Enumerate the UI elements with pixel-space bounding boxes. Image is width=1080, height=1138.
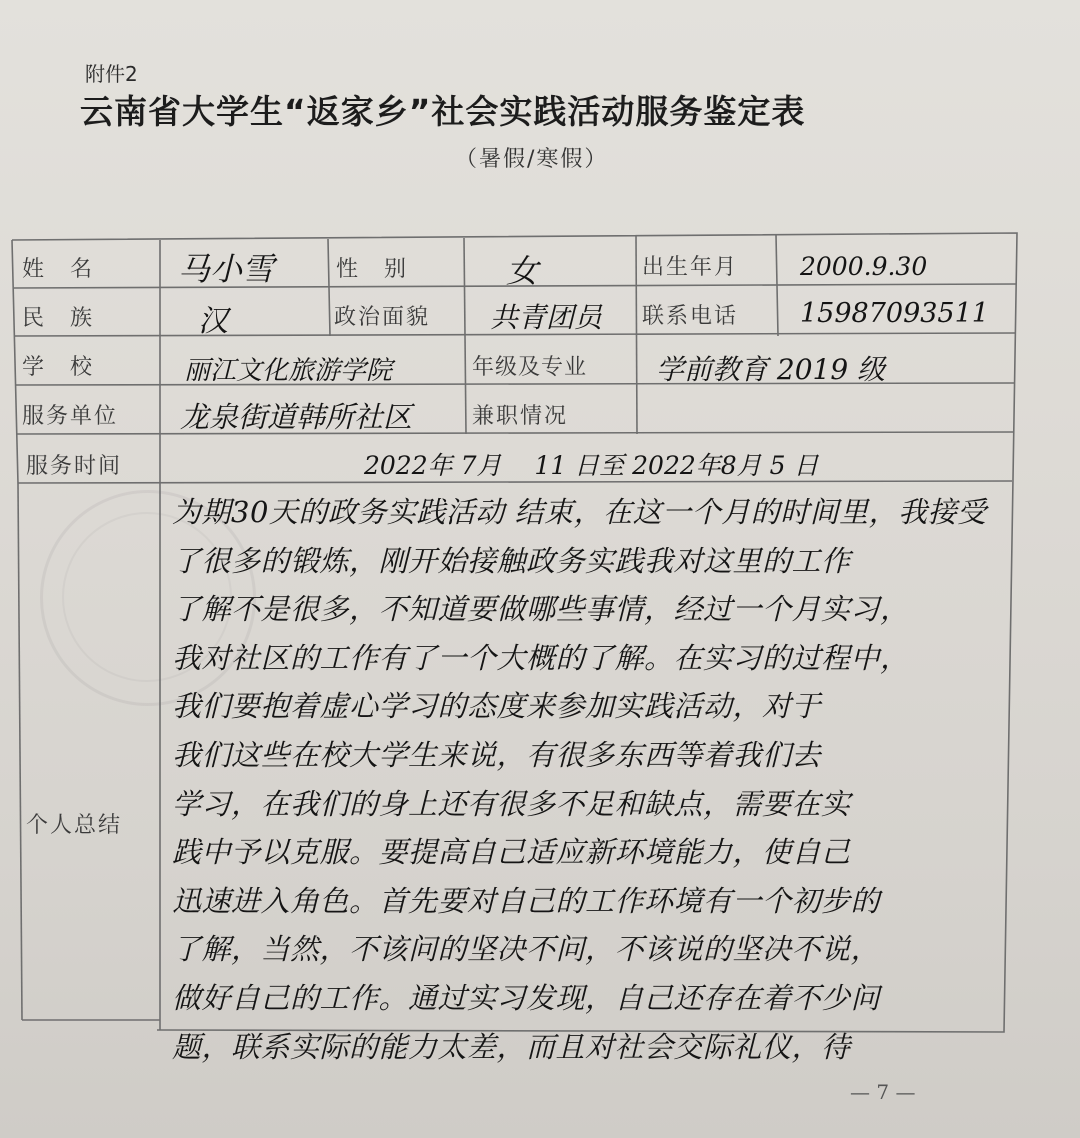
summary-line: 学习，在我们的身上还有很多不足和缺点，需要在实	[172, 786, 851, 821]
label-part-time: 兼职情况	[472, 404, 569, 429]
value-school: 丽江文化旅游学院	[184, 356, 393, 386]
label-summary: 个人总结	[26, 813, 123, 838]
label-phone: 联系电话	[642, 304, 739, 329]
form-title: 云南省大学生“返家乡”社会实践活动服务鉴定表	[80, 92, 806, 131]
summary-line: 了解，当然，不该问的坚决不问，不该说的坚决不说，	[172, 932, 881, 967]
summary-line: 迅速进入角色。首先要对自己的工作环境有一个初步的	[172, 883, 881, 918]
summary-line: 做好自己的工作。通过实习发现，自己还存在着不少问	[172, 980, 881, 1015]
page-number: — 7 —	[850, 1080, 916, 1104]
label-gender: 性 别	[336, 257, 409, 282]
summary-line: 题，联系实际的能力太差，而且对社会交际礼仪，待	[172, 1029, 851, 1064]
label-name: 姓 名	[22, 257, 95, 282]
summary-line: 践中予以克服。要提高自己适应新环境能力，使自己	[172, 835, 851, 870]
season-label: （暑假/寒假）	[455, 147, 609, 172]
value-phone: 15987093511	[800, 298, 989, 329]
summary-line: 我们要抱着虚心学习的态度来参加实践活动，对于	[172, 689, 822, 724]
summary-line: 我们这些在校大学生来说，有很多东西等着我们去	[172, 737, 822, 772]
value-name: 马小雪	[178, 250, 275, 288]
value-political: 共青团员	[490, 301, 603, 334]
value-gender: 女	[506, 252, 539, 290]
value-grade-major: 学前教育 2019 级	[656, 353, 886, 386]
label-service-time: 服务时间	[26, 454, 123, 479]
summary-line: 为期30天的政务实践活动 结束，在这一个月的时间里，我接受	[172, 495, 987, 529]
value-ethnicity: 汉	[198, 304, 228, 339]
value-service-unit: 龙泉街道韩所社区	[180, 400, 413, 434]
label-birth: 出生年月	[642, 255, 739, 280]
summary-line: 了很多的锻炼，刚开始接触政务实践我对这里的工作	[172, 543, 851, 578]
value-service-time: 2022年 7月 11 日至 2022年8月 5 日	[364, 451, 819, 480]
label-ethnicity: 民 族	[22, 306, 95, 331]
label-school: 学 校	[22, 355, 95, 380]
attachment-label: 附件2	[85, 62, 138, 86]
label-political: 政治面貌	[334, 305, 431, 330]
label-service-unit: 服务单位	[22, 404, 119, 429]
summary-line: 了解不是很多，不知道要做哪些事情，经过一个月实习，	[172, 592, 910, 627]
label-grade-major: 年级及专业	[472, 355, 588, 380]
value-birth: 2000.9.30	[800, 252, 928, 281]
summary-line: 我对社区的工作有了一个大概的了解。在实习的过程中，	[172, 640, 910, 675]
summary-text	[172, 488, 1004, 1071]
